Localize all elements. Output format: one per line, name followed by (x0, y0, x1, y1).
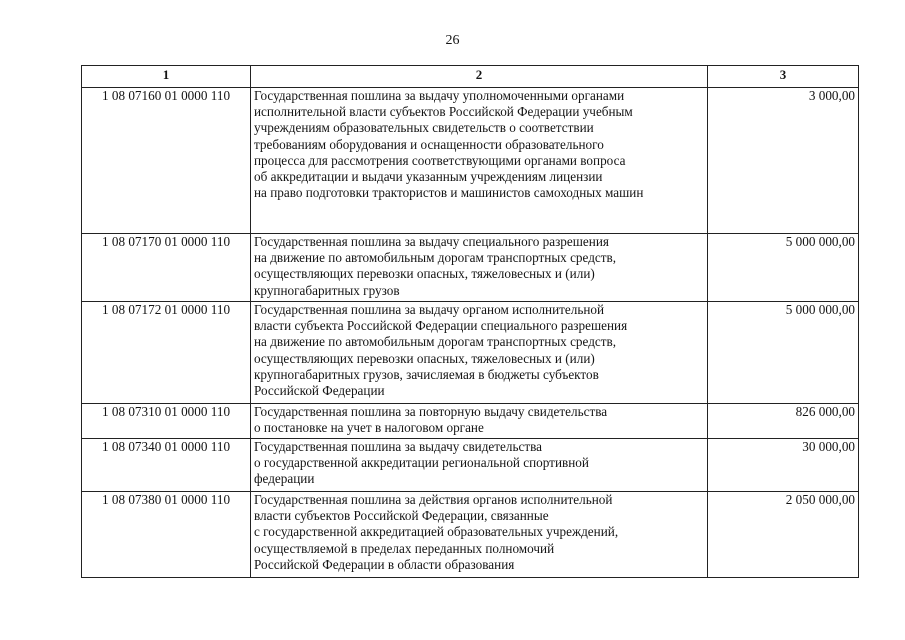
amount-cell: 5 000 000,00 (708, 302, 859, 404)
revenue-name-cell: Государственная пошлина за выдачу органом исполнительной власти субъекта Российской Федерации специального разрешения на движение по автомобильным дорогам транспортных средств, осуществляющих перевозки опасных, тяжеловесных и (или) крупногабаритных грузов, зачисляемая в бюджеты субъектов Российской Федерации (251, 302, 708, 404)
revenue-code-cell: 1 08 07380 01 0000 110 (82, 492, 251, 578)
revenue-code-cell: 1 08 07160 01 0000 110 (82, 88, 251, 234)
revenue-name-cell: Государственная пошлина за выдачу специального разрешения на движение по автомобильным дорогам транспортных средств, осуществляющих перевозки опасных, тяжеловесных и (или) крупногабаритных грузов (251, 234, 708, 302)
revenue-code-cell: 1 08 07340 01 0000 110 (82, 439, 251, 492)
amount-cell: 826 000,00 (708, 404, 859, 439)
table-row (82, 404, 859, 439)
amount-cell: 3 000,00 (708, 88, 859, 234)
revenue-name-cell: Государственная пошлина за действия органов исполнительной власти субъектов Российской Федерации, связанные с государственной аккредитацией образовательных учреждений, осуществляемой в пределах переданных полномочий Российской Федерации в области образования (251, 492, 708, 578)
revenue-name-cell: Государственная пошлина за выдачу уполномоченными органами исполнительной власти субъектов Российской Федерации учебным учреждениям образовательных свидетельств о соответствии требованиям оборудования и оснащенности образовательного процесса для рассмотрения соответствующими органами вопроса об аккредитации и выдачи указанным учреждениям лицензии на право подготовки трактористов и машинистов самоходных машин (251, 88, 708, 234)
table-row (82, 302, 859, 404)
revenue-code-cell: 1 08 07310 01 0000 110 (82, 404, 251, 439)
amount-cell: 2 050 000,00 (708, 492, 859, 578)
revenue-name-cell: Государственная пошлина за повторную выдачу свидетельства о постановке на учет в налоговом органе (251, 404, 708, 439)
page-number: 26 (445, 33, 460, 48)
column-header-code: 1 (82, 66, 251, 88)
amount-cell: 5 000 000,00 (708, 234, 859, 302)
column-header-amount: 3 (708, 66, 859, 88)
table-row (82, 492, 859, 578)
amount-cell: 30 000,00 (708, 439, 859, 492)
table-header-row (82, 66, 859, 88)
table-row (82, 88, 859, 234)
column-header-name: 2 (251, 66, 708, 88)
table-row (82, 234, 859, 302)
revenue-name-cell: Государственная пошлина за выдачу свидетельства о государственной аккредитации региональной спортивной федерации (251, 439, 708, 492)
revenue-code-cell: 1 08 07172 01 0000 110 (82, 302, 251, 404)
table-row (82, 439, 859, 492)
revenue-code-cell: 1 08 07170 01 0000 110 (82, 234, 251, 302)
budget-revenue-table (81, 65, 859, 578)
